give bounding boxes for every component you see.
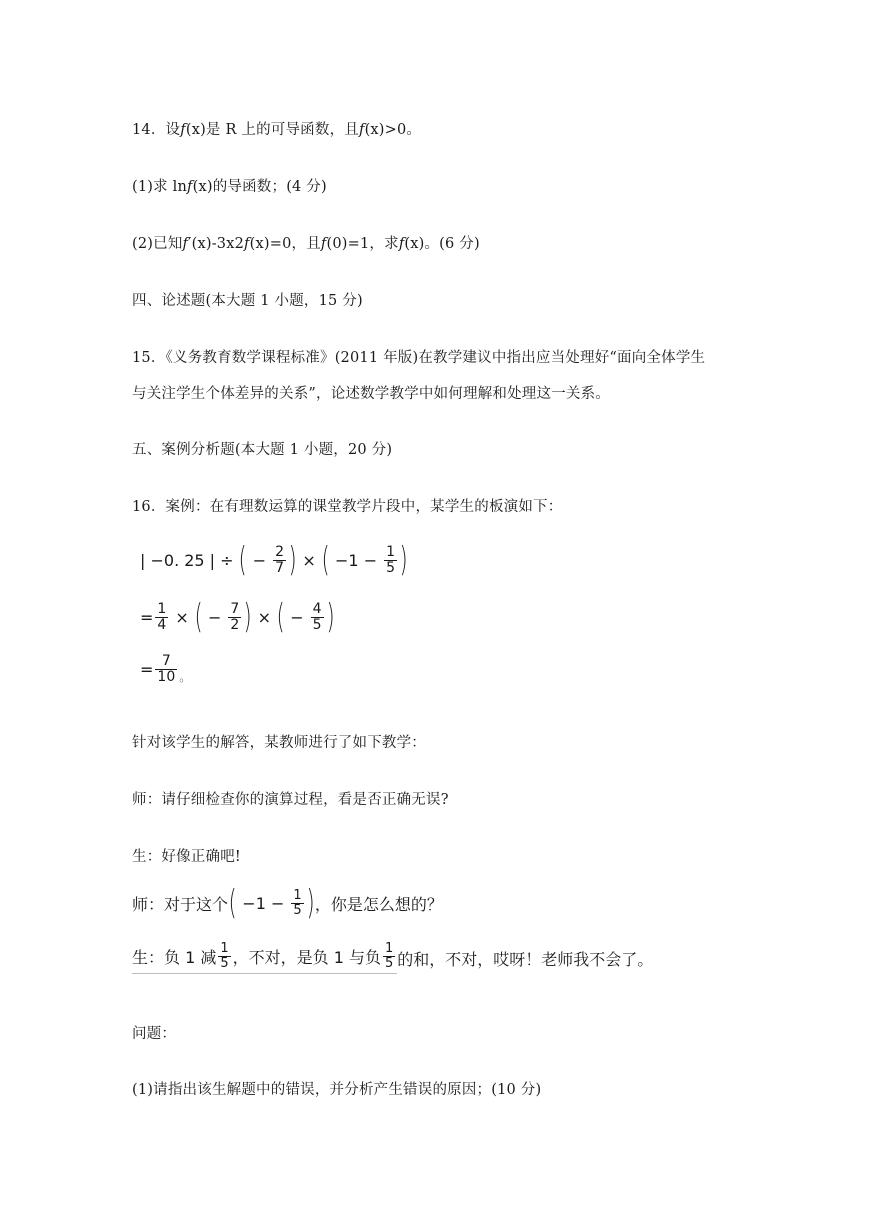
left-paren: ( [321,540,330,580]
times-sign: × [175,607,189,627]
right-paren: ) [243,597,252,637]
right-paren: ) [326,597,335,637]
q15-line-2: 与关注学生个体差异的关系”，论述数学教学中如何理解和处理这一关系。 [132,386,611,402]
equals-sign: = [140,660,154,679]
minus-sign: − [208,607,222,627]
fraction: $\frac{4}{5}$ [312,600,322,633]
work-row-3 [140,654,191,685]
fraction: $\frac{1}{5}$ [386,543,396,576]
work-row-1 [140,540,408,580]
divide-sign: ÷ [220,550,234,570]
left-paren: ( [239,540,248,580]
times-sign: × [257,607,271,627]
teacher-response-intro: 针对该学生的解答，某教师进行了如下教学： [132,735,426,751]
left-paren: ( [194,597,203,637]
q14-part2: (2)已知f′(x)-3x2f(x)=0，且f(0)=1，求f(x)。(6 分) [132,236,480,252]
fraction: $\frac{7}{2}$ [230,600,240,633]
q16-subquestion-1: (1)请指出该生解题中的错误，并分析产生错误的原因；(10 分) [132,1082,542,1098]
fraction: $\frac{1}{4}$ [157,600,167,633]
times-sign: × [302,550,316,570]
q14-stem: 14．设f(x)是 R 上的可导函数，且f(x)>0。 [132,122,422,138]
fraction: $\frac{1}{5}$ [220,941,229,971]
fraction: $\frac{1}{5}$ [293,887,302,918]
student-line-2-underlined: 生：负 1 减 $\frac{1}{5}$ ，不对，是负 1 与负 $\frac{1}{5}$ [132,942,397,974]
minus-sign: − [290,607,304,627]
right-paren: ) [306,883,315,923]
fraction: $\frac{7}{10}$ [157,653,176,685]
teacher-line-2: 师：对于这个 ( −1 − $\frac{1}{5}$ ) ，你是怎么想的？ [132,883,443,923]
period-mark: 。 [179,670,192,684]
right-paren: ) [399,540,408,580]
student-line-2: 生：负 1 减 $\frac{1}{5}$ ，不对，是负 1 与负 $\frac{1}{5}$ 的和，不对，哎呀！老师我不会了。 [132,942,653,974]
student-line-1: 生：好像正确吧! [132,849,241,865]
fraction: $\frac{2}{7}$ [275,543,285,576]
teacher-line-1: 师：请仔细检查你的演算过程，看是否正确无误? [132,792,449,808]
left-paren: ( [228,883,237,923]
question-label: 问题： [132,1026,177,1042]
q16-intro: 16．案例：在有理数运算的课堂教学片段中，某学生的板演如下： [132,499,563,515]
left-paren: ( [276,597,285,637]
q14-part1: (1)求 lnf(x)的导函数；(4 分) [132,179,327,195]
abs-value: | −0. 25 | [140,550,216,570]
fraction: $\frac{1}{5}$ [385,941,394,971]
minus-one: −1 − [335,550,378,570]
work-row-2 [140,597,335,637]
equals-sign: = [140,607,154,627]
section-5-heading: 五、案例分析题(本大题 1 小题，20 分) [132,442,393,458]
right-paren: ) [288,540,297,580]
q15-line-1: 15．《义务教育数学课程标准》(2011 年版)在教学建议中指出应当处理好“面向全体学生 [132,350,706,366]
section-4-heading: 四、论述题(本大题 1 小题，15 分) [132,293,363,309]
minus-sign: − [252,550,267,570]
